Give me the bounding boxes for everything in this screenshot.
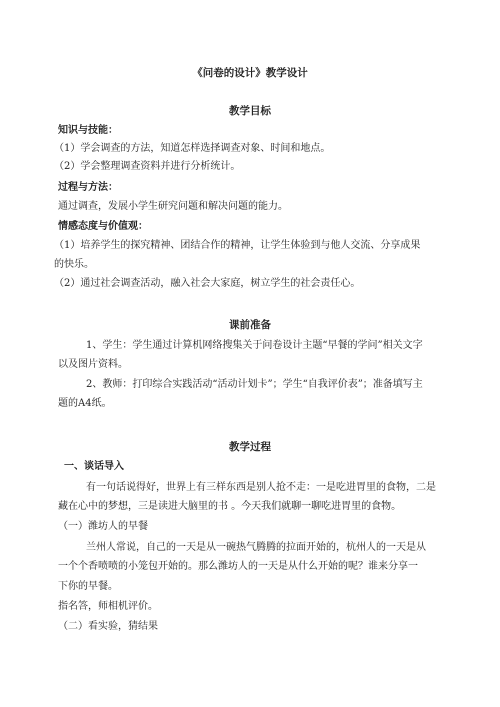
emotion-item-1-cont: 的快乐。 xyxy=(54,259,94,270)
emotion-item-2: （2）通过社会调查活动，融入社会大家庭，树立学生的社会责任心。 xyxy=(54,278,361,289)
process-section-heading: 教学过程 xyxy=(229,441,271,453)
prep-heading: 课前准备 xyxy=(229,319,271,331)
intro-line-2: 藏在心中的梦想，三是读进大脑里的书 。今天我们就聊一聊吃进胃里的食物。 xyxy=(58,501,402,512)
section-1-heading: 一、谈话导入 xyxy=(64,461,124,472)
document-title: 《问卷的设计》教学设计 xyxy=(192,67,308,79)
sub1-line-4: 指名答，师相机评价。 xyxy=(58,601,158,612)
sub1-line-3: 下你的早餐。 xyxy=(58,581,118,592)
prep-line-1: 1、学生：学生通过计算机网络搜集关于问卷设计主题“早餐的学问”相关文字 xyxy=(86,340,423,351)
subsection-2-heading: （二）看实验，猜结果 xyxy=(58,621,158,632)
intro-line-1: 有一句话说得好，世界上有三样东西是别人抢不走：一是吃进胃里的食物，二是 xyxy=(86,482,436,493)
knowledge-item-1: （1）学会调查的方法，知道怎样选择调查对象、时间和地点。 xyxy=(54,143,331,154)
prep-line-3: 2、教师：打印综合实践活动“活动计划卡”；学生“自我评价表”；准备填写主 xyxy=(86,379,423,390)
emotion-heading: 情感态度与价值观： xyxy=(58,221,148,232)
sub1-line-1: 兰州人常说，自己的一天是从一碗热气腾腾的拉面开始的，杭州人的一天是从 xyxy=(86,542,426,553)
knowledge-heading: 知识与技能： xyxy=(58,125,118,136)
sub1-line-2: 一个个香喷喷的小笼包开始的。那么潍坊人的一天是从什么开始的呢？谁来分享一 xyxy=(58,561,418,572)
process-text: 通过调查，发展小学生研究问题和解决问题的能力。 xyxy=(58,201,288,212)
prep-line-4: 题的A4纸。 xyxy=(58,398,112,409)
subsection-1-heading: （一）潍坊人的早餐 xyxy=(58,521,148,532)
prep-line-2: 以及图片资料。 xyxy=(58,359,128,370)
goals-heading: 教学目标 xyxy=(229,105,271,117)
emotion-item-1: （1）培养学生的探究精神、团结合作的精神，让学生体验到与他人交流、分享成果 xyxy=(54,240,421,251)
process-heading: 过程与方法： xyxy=(58,182,118,193)
knowledge-item-2: （2）学会整理调查资料并进行分析统计。 xyxy=(54,161,241,172)
